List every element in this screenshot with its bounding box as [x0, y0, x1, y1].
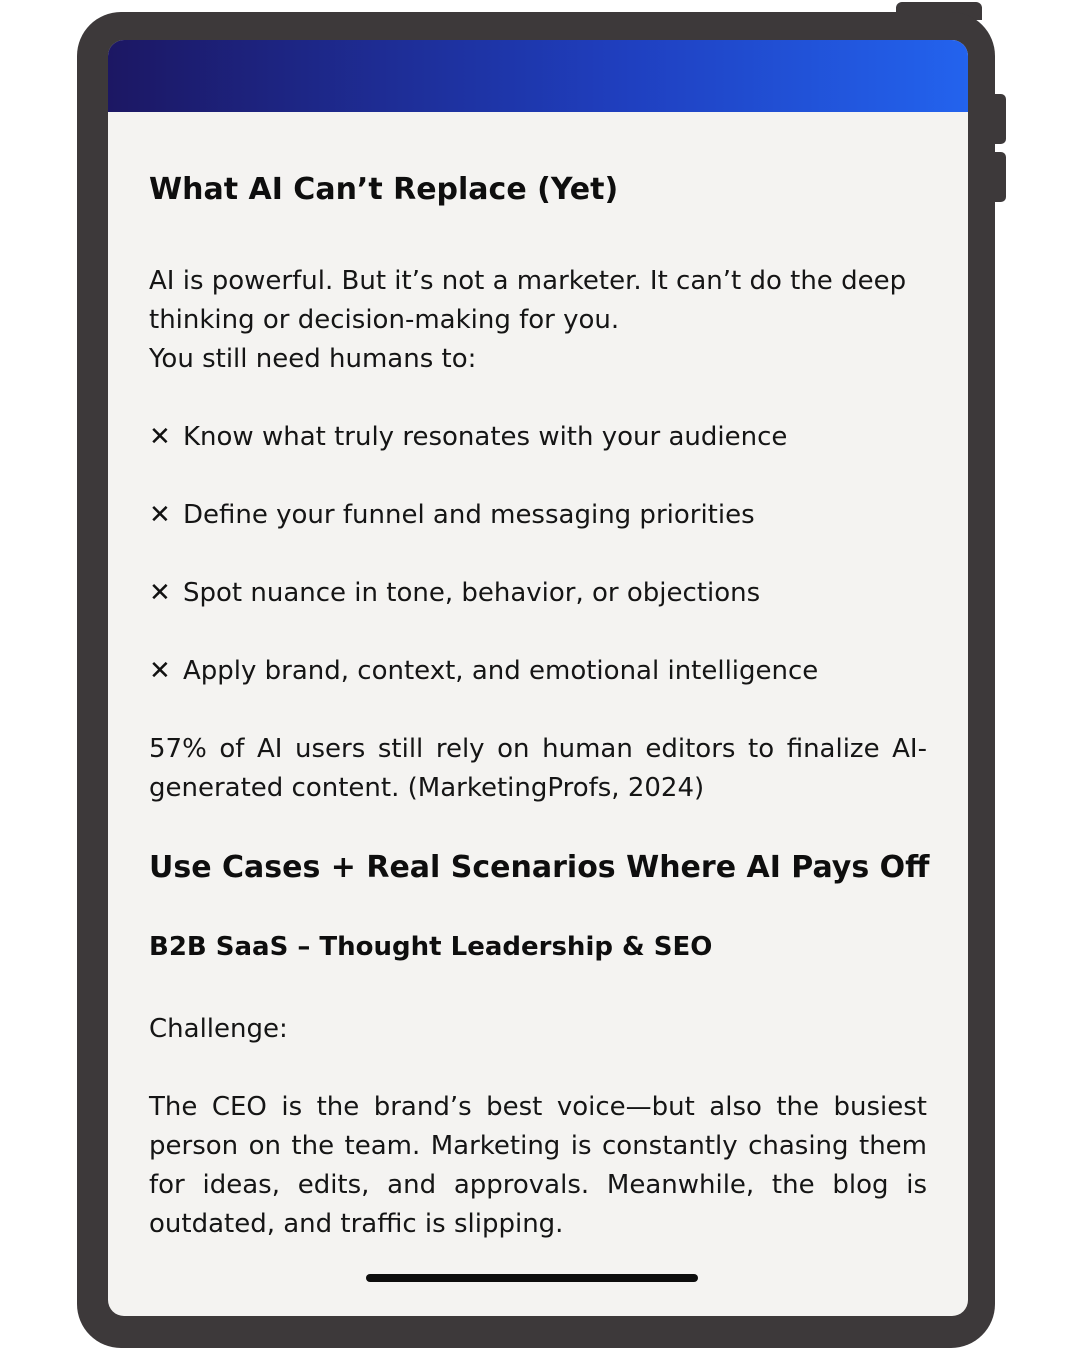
challenge-label: Challenge:: [149, 1014, 288, 1044]
list-item: [149, 418, 787, 457]
x-mark-icon: ✕: [149, 578, 171, 608]
list-item: [149, 496, 755, 535]
x-mark-icon: ✕: [149, 656, 171, 686]
list-item-text: Apply brand, context, and emotional intelligence: [183, 656, 819, 686]
section-title-use-cases: Use Cases + Real Scenarios Where AI Pays Off: [149, 850, 930, 885]
list-item-text: Spot nuance in tone, behavior, or objections: [183, 578, 761, 608]
section-title-ai-cant-replace: What AI Can’t Replace (Yet): [149, 172, 619, 207]
challenge-paragraph: The CEO is the brand’s best voice—but also the busiest person on the team. Marketing is constantly chasing them for ideas, edits, and approvals. Meanwhile, the blog is outdated, and traffic is slipping.: [149, 1092, 927, 1239]
use-case-subtitle: B2B SaaS – Thought Leadership & SEO: [149, 932, 713, 962]
intro-line: thinking or decision-making for you.: [149, 305, 620, 335]
screen-header-bar: [108, 40, 968, 112]
intro-paragraph: [149, 262, 927, 379]
list-item: [149, 652, 818, 691]
list-item: [149, 574, 760, 613]
home-indicator-bar[interactable]: [366, 1274, 698, 1282]
x-mark-icon: ✕: [149, 422, 171, 452]
list-item-text: Define your funnel and messaging priorities: [183, 500, 755, 530]
list-item-text: Know what truly resonates with your audience: [183, 422, 788, 452]
intro-line: You still need humans to:: [149, 344, 477, 374]
intro-line: AI is powerful. But it’s not a marketer. It can’t do the deep: [149, 266, 907, 296]
x-mark-icon: ✕: [149, 500, 171, 530]
statistic-paragraph: 57% of AI users still rely on human editors to finalize AI-generated content. (MarketingProfs, 2024): [149, 734, 927, 803]
